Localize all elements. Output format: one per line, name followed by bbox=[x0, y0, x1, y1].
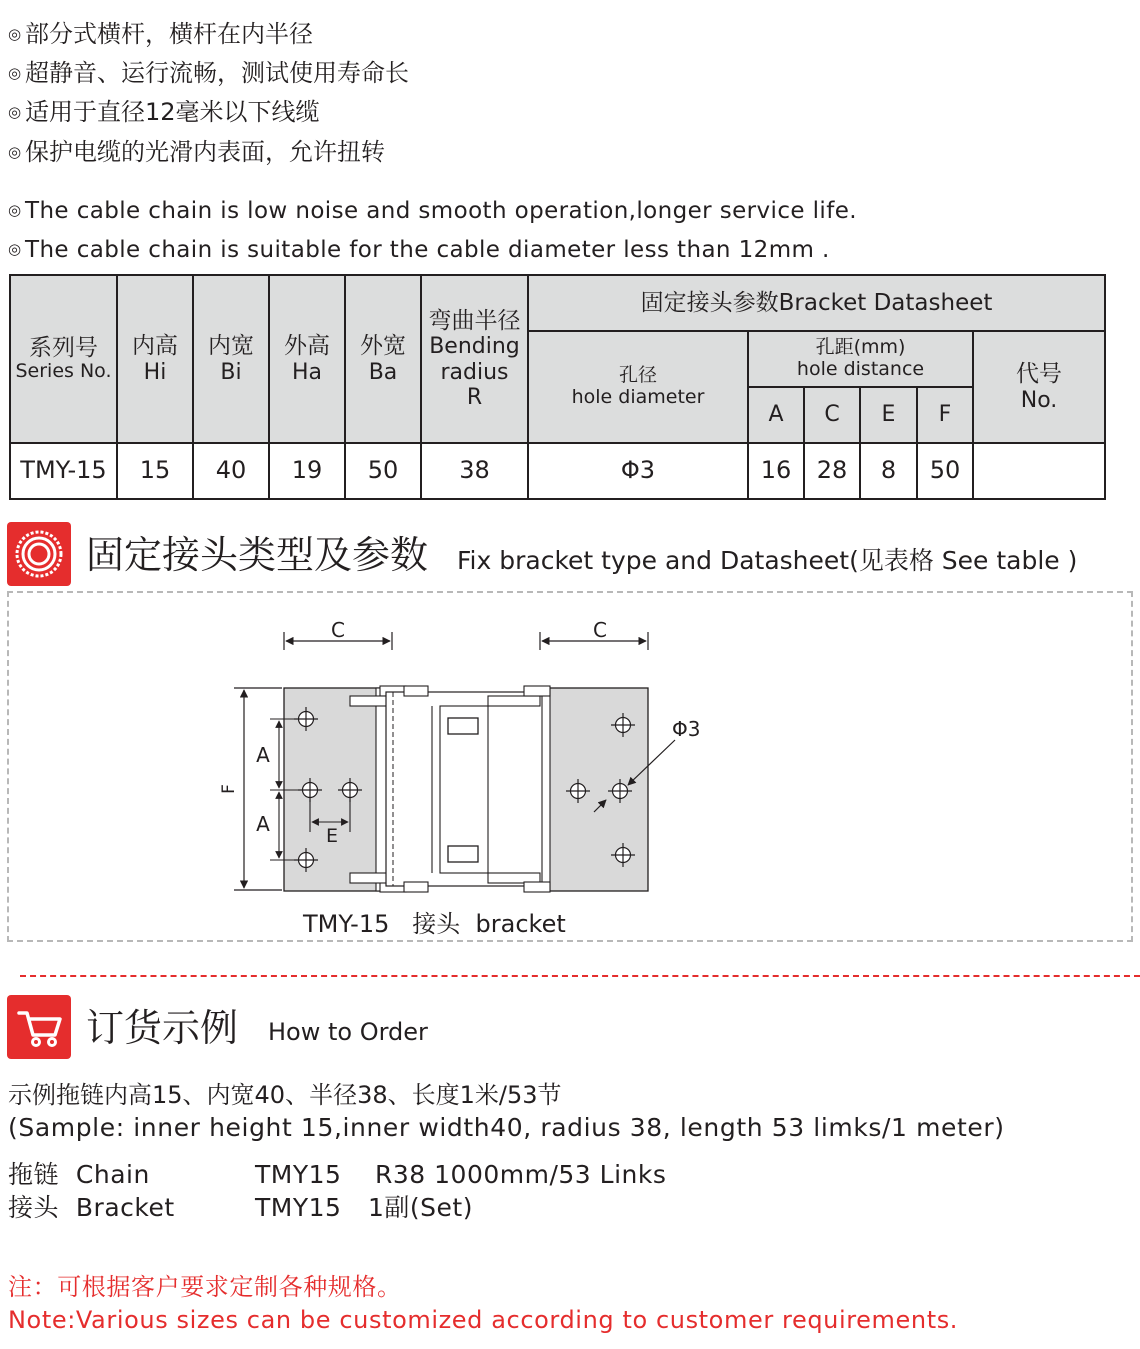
spec-table bbox=[9, 274, 1106, 500]
section-subtitle-order: How to Order bbox=[268, 1018, 428, 1046]
header-hole-diameter: 孔径 hole diameter bbox=[528, 331, 748, 443]
label-f: F bbox=[219, 784, 239, 794]
header-a: A bbox=[748, 387, 804, 443]
header-hole-distance: 孔距(mm) hole distance bbox=[748, 331, 973, 387]
header-radius: 弯曲半径 Bending radius R bbox=[421, 275, 528, 443]
header-ba: 外宽 Ba bbox=[345, 275, 421, 443]
cell-code bbox=[973, 443, 1105, 499]
section-subtitle-bracket: Fix bracket type and Datasheet(见表格 See table ) bbox=[457, 546, 1078, 575]
bullet-icon: ◎ bbox=[8, 25, 22, 43]
feature-line-4: ◎ 保护电缆的光滑内表面，允许扭转 bbox=[8, 138, 385, 166]
cell-r: 38 bbox=[421, 443, 528, 499]
cell-bi: 40 bbox=[193, 443, 269, 499]
section-title-bracket: 固定接头类型及参数 bbox=[86, 533, 429, 577]
header-c: C bbox=[804, 387, 860, 443]
header-bi: 内宽 Bi bbox=[193, 275, 269, 443]
header-e: E bbox=[860, 387, 917, 443]
feature-line-3: ◎ 适用于直径12毫米以下线缆 bbox=[8, 98, 320, 126]
feature-en-line-1: ◎ The cable chain is low noise and smooth operation,longer service life. bbox=[8, 198, 857, 224]
order-spec-chain: R38 1000mm/53 Links bbox=[375, 1160, 667, 1189]
note-en: Note:Various sizes can be customized according to customer requirements. bbox=[8, 1306, 959, 1334]
chain-link bbox=[386, 686, 546, 892]
section-title-order: 订货示例 bbox=[86, 1006, 239, 1050]
bullet-icon: ◎ bbox=[8, 64, 22, 82]
cell-ba: 50 bbox=[345, 443, 421, 499]
cell-series: TMY-15 bbox=[10, 443, 117, 499]
cell-e: 8 bbox=[860, 443, 917, 499]
header-series: 系列号 Series No. bbox=[10, 275, 117, 443]
sample-cn: 示例拖链内高15、内宽40、半径38、长度1米/53节 bbox=[8, 1081, 562, 1109]
cell-ha: 19 bbox=[269, 443, 345, 499]
cell-a: 16 bbox=[748, 443, 804, 499]
diagram-caption: TMY-15 接头 bracket bbox=[303, 910, 566, 938]
label-a-upper: A bbox=[256, 743, 270, 767]
bracket-diagram bbox=[0, 600, 1140, 940]
label-e: E bbox=[325, 825, 339, 847]
order-model-bracket: TMY15 bbox=[255, 1193, 342, 1222]
cell-f: 50 bbox=[917, 443, 973, 499]
bullet-icon: ◎ bbox=[8, 143, 22, 161]
order-label-chain: 拖链 Chain bbox=[8, 1160, 150, 1189]
feature-en-line-2: ◎ The cable chain is suitable for the cable diameter less than 12mm . bbox=[8, 237, 830, 263]
note-cn: 注：可根据客户要求定制各种规格。 bbox=[8, 1273, 402, 1301]
header-code: 代号 No. bbox=[973, 331, 1105, 443]
sample-en: (Sample: inner height 15,inner width40, radius 38, length 53 limks/1 meter) bbox=[8, 1113, 1005, 1142]
label-a-lower: A bbox=[256, 812, 270, 836]
order-model-chain: TMY15 bbox=[255, 1160, 342, 1189]
cart-icon bbox=[7, 995, 71, 1059]
label-phi: Φ3 bbox=[672, 717, 701, 741]
cell-hole: Φ3 bbox=[528, 443, 748, 499]
feature-line-1: ◎ 部分式横杆，横杆在内半径 bbox=[8, 20, 313, 48]
target-icon bbox=[7, 522, 71, 586]
header-bracket-datasheet: 固定接头参数Bracket Datasheet bbox=[528, 275, 1105, 331]
cell-hi: 15 bbox=[117, 443, 193, 499]
order-spec-bracket: 1副(Set) bbox=[368, 1193, 473, 1222]
label-c-left: C bbox=[331, 618, 345, 642]
order-label-bracket: 接头 Bracket bbox=[8, 1193, 175, 1222]
feature-line-2: ◎ 超静音、运行流畅，测试使用寿命长 bbox=[8, 59, 409, 87]
dim-c-right bbox=[540, 618, 648, 650]
label-c-right: C bbox=[593, 618, 607, 642]
bullet-icon: ◎ bbox=[8, 103, 22, 121]
dim-c-left bbox=[284, 618, 392, 650]
header-f: F bbox=[917, 387, 973, 443]
cell-c: 28 bbox=[804, 443, 860, 499]
bullet-icon: ◎ bbox=[8, 201, 22, 219]
table-row bbox=[10, 443, 1105, 499]
bracket-plate-right bbox=[524, 686, 648, 892]
header-hi: 内高 Hi bbox=[117, 275, 193, 443]
bullet-icon: ◎ bbox=[8, 240, 22, 258]
section-divider bbox=[20, 975, 1140, 977]
header-ha: 外高 Ha bbox=[269, 275, 345, 443]
